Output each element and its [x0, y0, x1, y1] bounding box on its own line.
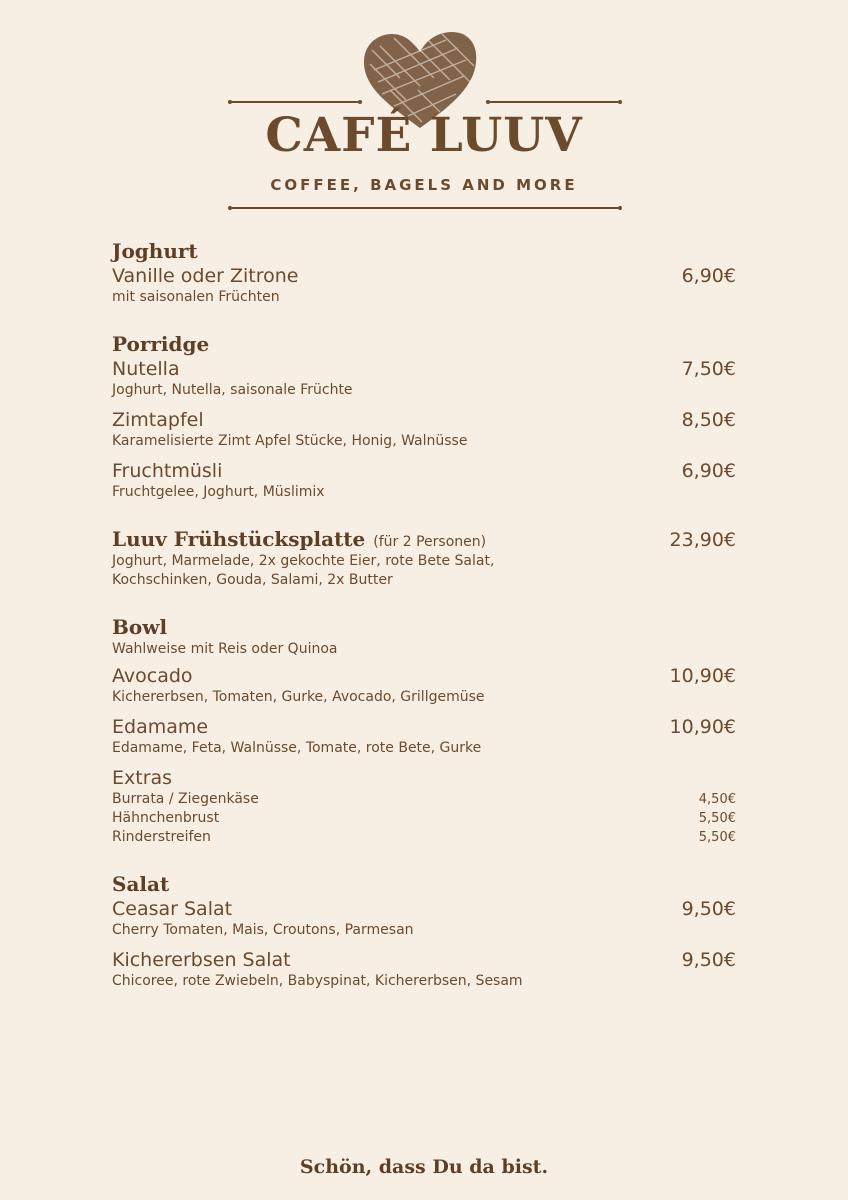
item-name: Avocado: [112, 665, 193, 687]
section-note: (für 2 Personen): [373, 534, 487, 550]
brand-tagline: COFFEE, BAGELS AND MORE: [270, 176, 578, 194]
item-description: Kichererbsen, Tomaten, Gurke, Avocado, Grillgemüse: [112, 689, 485, 705]
extra-price: 4,50€: [698, 792, 736, 807]
menu-item: [112, 459, 736, 502]
extra-item: [112, 828, 736, 847]
item-description: mit saisonalen Früchten: [112, 289, 280, 305]
section-salat: [112, 871, 736, 991]
item-price: 8,50€: [681, 409, 736, 431]
section-title: Joghurt: [112, 239, 198, 263]
item-description: Joghurt, Nutella, saisonale Früchte: [112, 382, 353, 398]
extras-title: Extras: [112, 767, 173, 789]
item-name: Ceasar Salat: [112, 898, 233, 920]
extra-price: 5,50€: [698, 811, 736, 826]
item-description: Joghurt, Marmelade, 2x gekochte Eier, rote Bete Salat,: [112, 553, 495, 569]
header-rule-top-right: [490, 101, 618, 103]
section-title: Bowl: [112, 615, 168, 639]
menu-item: [112, 664, 736, 707]
item-name: Vanille oder Zitrone: [112, 265, 299, 287]
header: [0, 0, 848, 220]
item-price: 9,50€: [681, 949, 736, 971]
extra-name: Burrata / Ziegenkäse: [112, 791, 259, 807]
item-description: Cherry Tomaten, Mais, Croutons, Parmesan: [112, 922, 414, 938]
section-bowl: [112, 614, 736, 847]
menu-item: [112, 264, 736, 307]
header-rule-bottom: [232, 207, 618, 209]
item-name: Edamame: [112, 716, 209, 738]
item-description: Karamelisierte Zimt Apfel Stücke, Honig, Walnüsse: [112, 433, 468, 449]
item-price: 10,90€: [669, 665, 736, 687]
section-title: Salat: [112, 872, 170, 896]
item-description: Fruchtgelee, Joghurt, Müslimix: [112, 484, 325, 500]
item-name: Fruchtmüsli: [112, 460, 223, 482]
footer-slogan: Schön, dass Du da bist.: [299, 1156, 549, 1178]
section-joghurt: [112, 238, 736, 307]
menu-item: [112, 357, 736, 400]
extra-name: Rinderstreifen: [112, 829, 211, 845]
item-name: Kichererbsen Salat: [112, 949, 291, 971]
item-price: 6,90€: [681, 265, 736, 287]
menu-item: [112, 948, 736, 991]
brand-title: CAFÉ LUUV: [265, 108, 583, 163]
item-description: Kochschinken, Gouda, Salami, 2x Butter: [112, 572, 393, 588]
menu-item: [112, 408, 736, 451]
item-price: 9,50€: [681, 898, 736, 920]
item-price: 10,90€: [669, 716, 736, 738]
extras-group: [112, 766, 736, 847]
item-name: Zimtapfel: [112, 409, 204, 431]
extra-item: [112, 809, 736, 828]
item-description: Edamame, Feta, Walnüsse, Tomate, rote Bete, Gurke: [112, 740, 482, 756]
section-title: Porridge: [112, 332, 210, 356]
item-description: Chicoree, rote Zwiebeln, Babyspinat, Kichererbsen, Sesam: [112, 973, 523, 989]
menu: [112, 238, 736, 1015]
section-fruehstuecksplatte: [112, 526, 736, 590]
menu-item: [112, 897, 736, 940]
item-name: Nutella: [112, 358, 180, 380]
item-price: 7,50€: [681, 358, 736, 380]
extra-item: [112, 790, 736, 809]
header-rule-top-left: [232, 101, 358, 103]
extra-name: Hähnchenbrust: [112, 810, 220, 826]
section-title: Luuv Frühstücksplatte: [112, 527, 366, 551]
item-price: 6,90€: [681, 460, 736, 482]
menu-item: [112, 715, 736, 758]
section-note: Wahlweise mit Reis oder Quinoa: [112, 641, 338, 657]
item-price: 23,90€: [669, 529, 736, 551]
extra-price: 5,50€: [698, 830, 736, 845]
section-porridge: [112, 331, 736, 502]
